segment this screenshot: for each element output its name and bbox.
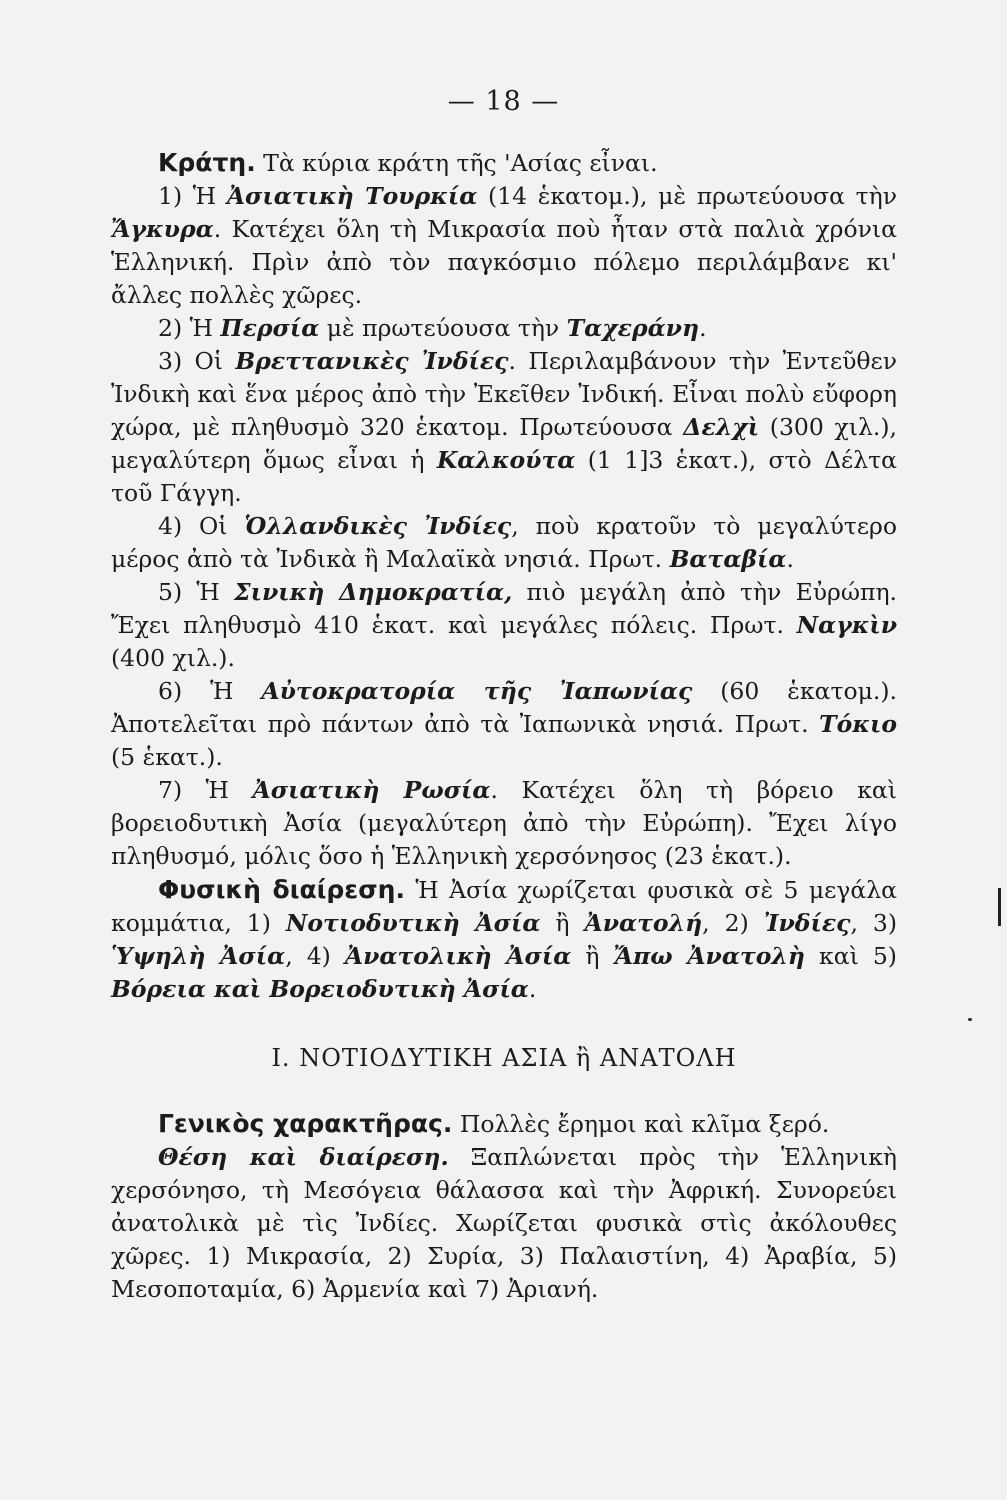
emphasis: Ἄγκυρα [111,215,214,243]
heading-states: Κράτη. [158,148,256,177]
body-text [111,146,897,1306]
paragraph-text: , 2) [702,909,764,937]
paragraph-text: (400 χιλ.). [111,644,235,672]
paragraph-text: Τὰ κύρια κράτη τῆς 'Ασίας εἶναι. [255,149,658,177]
paragraph-text: 1) Ἡ [158,182,227,210]
paragraph-text: 4) Οἱ [158,512,245,540]
paragraph-text: . [786,545,794,573]
paragraph-text: Ξαπλώνεται πρὸς τὴν Ἑλληνικὴ χερσόνησο, τὴ Μεσόγεια θάλασσα καὶ τὴν Ἀφρική. Συνορεύει ἀνατολικὰ μὲ τὶς Ἰνδίες. Χωρίζεται φυσικὰ στὶς ἀκόλουθες χῶρες. 1) Μικρασία, 2) Συρία, 3) Παλαιστίνη, 4) Ἀραβία, 5) Μεσοποταμία, 6) Ἀρμενία καὶ 7) Ἀριανή. [111,1143,897,1303]
emphasis: Ἀσιατικὴ Τουρκία [226,182,478,210]
emphasis: Βαταβία [669,545,787,573]
paragraph-text: (1 1]3 ἑκατ.), στὸ Δέλτα τοῦ Γάγγη. [111,446,897,507]
paragraph-text: μὲ πρωτεύουσα τὴν [319,314,567,342]
paragraph-text: . Περιλαμβάνουν τὴν Ἐντεῦθεν Ἰνδικὴ καὶ ἕνα μέρος ἀπὸ τὴν Ἐκεῖθεν Ἰνδική. Εἶναι πολὺ εὔφορη χώρα, μὲ πληθυσμὸ 320 ἑκατομ. Πρωτεύουσα [111,347,898,441]
paragraph-text: . Κατέχει ὅλη τὴ Μικρασία ποὺ ἦταν στὰ παλιὰ χρόνια Ἑλληνική. Πρὶν ἀπὸ τὸν παγκόσμιο πόλεμο περιλάμβανε κι' ἄλλες πολλὲς χῶρες. [111,215,897,309]
paragraph-position-division [111,1141,897,1306]
emphasis: Ἰνδίες [763,909,851,937]
emphasis: Περσία [220,314,320,342]
emphasis: Ἀσιατικὴ Ρωσία [252,776,491,804]
paragraph-text: 3) Οἱ [158,347,236,375]
emphasis: Βρεττανικὲς Ἰνδίες [235,347,509,375]
emphasis: Καλκούτα [436,446,576,474]
emphasis: Τόκιο [819,710,897,738]
emphasis: Δελχὶ [683,413,760,441]
page-number: — 18 — [447,86,560,117]
paragraph-russia [111,774,897,873]
heading-position-division: Θέση καὶ διαίρεση. [158,1143,449,1171]
paragraph-text: . Κατέχει ὅλη τὴ βόρειο καὶ βορειοδυτικὴ Ἀσία (μεγαλύτερη ἀπὸ τὴν Εὐρώπη). Ἔχει λίγο πληθυσμό, μόλις ὅσο ἡ Ἑλληνικὴ χερσόνησος (23 ἑκατ.). [111,776,897,870]
section-title: Ι. ΝΟΤΙΟΔΥΤΙΚΗ ΑΣΙΑ ἢ ΑΝΑΤΟΛΗ [271,1044,737,1072]
paragraph-text: ἢ [571,942,614,970]
heading-general-character: Γενικὸς χαρακτῆρας. [158,1109,453,1138]
paragraph-text: (5 ἑκατ.). [111,743,223,771]
emphasis: Ταχεράνη [566,314,700,342]
emphasis: Νοτιοδυτικὴ Ἀσία [285,909,541,937]
paragraph-text: ἢ [540,909,585,937]
paragraph-british-india [111,345,897,510]
paragraph-text: , 3) [850,909,897,937]
paragraph-general-character [111,1107,897,1141]
scan-speck [968,1018,972,1021]
paragraph-text: 7) Ἡ [158,776,253,804]
emphasis: Ἀνατολικὴ Ἀσία [344,942,572,970]
paragraph-text: 2) Ἡ [158,314,221,342]
paragraph-physical-division [111,873,897,1006]
emphasis: Ναγκὶν [796,611,897,639]
paragraph-text: . [699,314,707,342]
emphasis: Αὐτοκρατορία τῆς Ἰαπωνίας [261,677,693,705]
paragraph-japan [111,675,897,774]
paragraph-dutch-indies [111,510,897,576]
paragraph-text: Ἡ Ἀσία χωρίζεται φυσικὰ σὲ 5 μεγάλα κομμάτια, 1) [111,876,897,937]
paragraph-text: (60 ἑκατομ.). Ἀποτελεῖται πρὸ πάντων ἀπὸ τὰ Ἰαπωνικὰ νησιά. Πρωτ. [111,677,897,738]
emphasis: Βόρεια καὶ Βορειοδυτικὴ Ἀσία [111,975,529,1003]
heading-physical-division: Φυσικὴ διαίρεση. [158,875,405,904]
emphasis: Ὑψηλὴ Ἀσία [111,942,286,970]
emphasis: Ὁλλανδικὲς Ἰνδίες [244,512,512,540]
paragraph-text: 5) Ἡ [158,578,234,606]
emphasis: Σινικὴ Δημοκρατία, [233,578,513,606]
paragraph-text: 6) Ἡ [158,677,262,705]
paragraph-persia [111,312,897,345]
paragraph-text: , ποὺ κρατοῦν τὸ μεγαλύτερο μέρος ἀπὸ τὰ Ἰνδικὰ ἢ Μαλαϊκὰ νησιά. Πρωτ. [111,512,898,573]
paragraph-text: , 4) [285,942,345,970]
paragraph-text: καὶ 5) [805,942,897,970]
paragraph-text: (14 ἑκατομ.), μὲ πρωτεύουσα τὴν [477,182,897,210]
paragraph-turkey [111,180,897,312]
emphasis: Ἄπω Ἀνατολὴ [613,942,805,970]
scan-edge-mark [998,888,1001,926]
paragraph-china [111,576,897,675]
paragraph-text: Πολλὲς ἔρημοι καὶ κλῖμα ξερό. [452,1110,830,1138]
paragraph-text: πιὸ μεγάλη ἀπὸ τὴν Εὐρώπη. Ἔχει πληθυσμὸ 410 ἑκατ. καὶ μεγάλες πόλεις. Πρωτ. [111,578,897,639]
paragraph-text: (300 χιλ.), μεγαλύτερη ὅμως εἶναι ἡ [111,413,897,474]
paragraph-text: . [528,975,537,1003]
paragraph-states [111,146,897,180]
emphasis: Ἀνατολή [584,909,703,937]
